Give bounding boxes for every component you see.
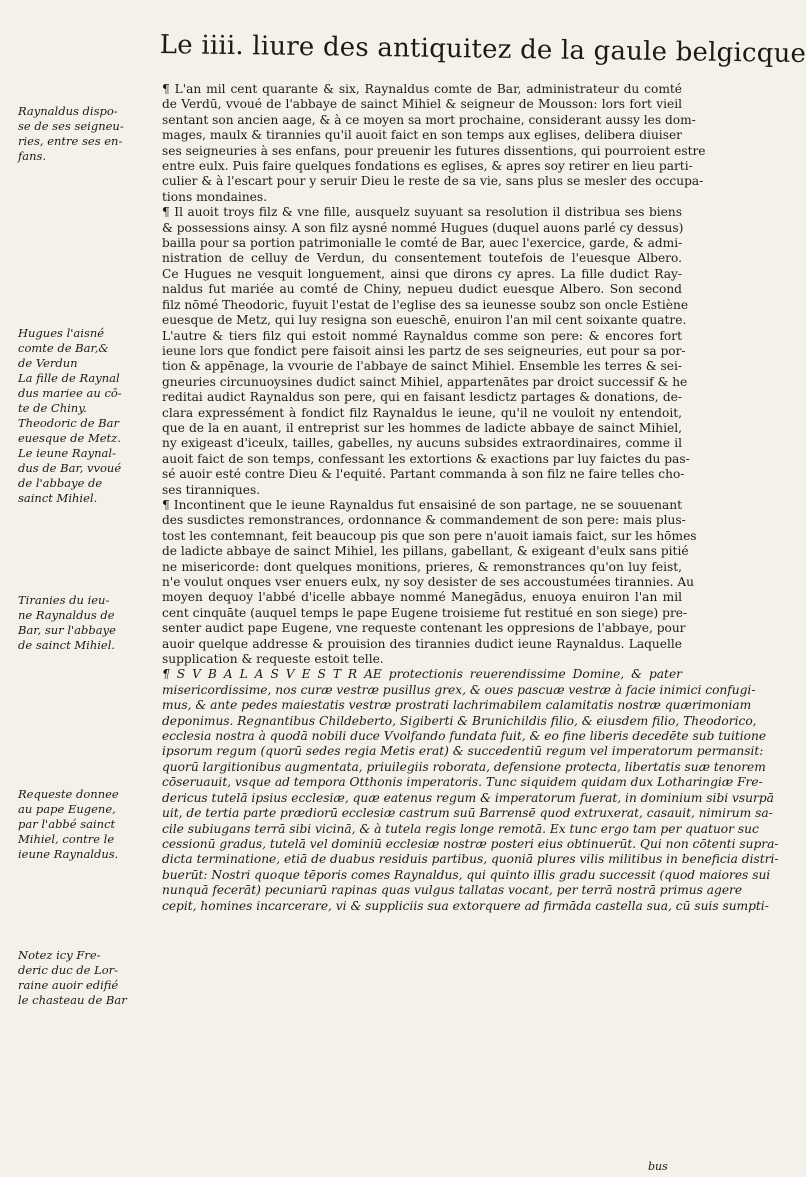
text-line: L'autre & tiers filz qui estoit nommé Raynaldus comme son pere: & encores fort xyxy=(162,328,682,343)
text-line: culier & à l'escart pour y seruir Dieu le reste de sa vie, sans plus se mesler des occupa- xyxy=(162,174,704,189)
text-line: des susdictes remonstrances, ordonnance & commandement de son pere: mais plus- xyxy=(162,513,686,528)
margin-note xyxy=(18,593,158,653)
margin-note-line: de Verdun xyxy=(18,356,78,370)
margin-note xyxy=(18,787,158,862)
paragraph xyxy=(162,497,697,667)
text-line: deponimus. Regnantibus Childeberto, Sigiberti & Brunichildis filio, & eiusdem filio, Theodorico, xyxy=(162,713,757,728)
margin-note xyxy=(18,104,158,164)
main-text-column xyxy=(162,82,779,914)
margin-note-line: euesque de Metz. xyxy=(18,431,121,445)
margin-note xyxy=(18,326,158,506)
text-line: cent cinquāte (auquel temps le pape Eugene troisieme fut restitué en son siege) pre- xyxy=(162,605,688,620)
text-line: mages, maulx & tirannies qu'il auoit faict en son temps aux eglises, delibera diuiser xyxy=(162,128,682,143)
text-line: tion & appēnage, la vvourie de l'abbaye de sainct Mihiel. Ensemble les terres & sei- xyxy=(162,359,682,374)
margin-note-line: de l'abbaye de xyxy=(18,476,103,490)
margin-note-line: raine auoir edifié xyxy=(18,978,119,992)
text-line: naldus fut mariée au comté de Chiny, nepueu dudict euesque Albero. Son second xyxy=(162,282,682,297)
text-line: reditai audict Raynaldus son pere, qui en faisant lesdictz partages & donations, de- xyxy=(162,390,682,405)
text-line: dericus tutelā ipsius ecclesiæ, quæ eatenus regum & imperatorum fuerat, in dominium sibi vsurpā xyxy=(162,790,774,805)
text-line: senter audict pape Eugene, vne requeste contenant les oppresions de l'abbaye, pour xyxy=(162,621,686,636)
margin-note-line: au pape Eugene, xyxy=(18,802,116,816)
margin-note xyxy=(18,948,158,1008)
text-line: euesque de Metz, qui luy resigna son eueschē, enuiron l'an mil cent soixante quatre. xyxy=(162,313,687,328)
text-line: tost les contemnant, feit beaucoup pis que son pere n'auoit iamais faict, sur les hōmes xyxy=(162,528,697,543)
text-line: auoir quelque addresse & prouision des tirannies dudict ieune Raynaldus. Laquelle xyxy=(162,636,682,651)
margin-note-line: dus mariee au cō- xyxy=(18,386,122,400)
text-line: tions mondaines. xyxy=(162,189,268,204)
text-line: cessionū gradus, tutelā vel dominiū ecclesiæ nostræ posteri eius obtinuerūt. Qui non cōtenti supra- xyxy=(162,836,779,851)
margin-note-line: deric duc de Lor- xyxy=(18,963,119,977)
margin-note-line: ne Raynaldus de xyxy=(18,608,115,622)
text-line: cile subiugans terrā sibi vicinā, & à tutela regis longe remotā. Ex tunc ergo tam per quatuor suc xyxy=(162,821,759,836)
text-line: ipsorum regum (quorū sedes regia Metis erat) & succedentiū regum vel imperatorum permansit: xyxy=(162,744,764,759)
text-line: cōseruauit, vsque ad tempora Otthonis imperatoris. Tunc siquidem quidam dux Lotharingiæ Fre- xyxy=(162,775,763,790)
text-line: ne misericorde: dont quelques monitions, prieres, & remonstrances qu'on luy feist, xyxy=(162,559,682,574)
margin-note-line: Le ieune Raynal- xyxy=(18,446,116,460)
text-line: ieune lors que fondict pere faisoit ainsi les partz de ses seigneuries, eut pour sa por- xyxy=(162,343,686,358)
text-line: de Verdū, vvoué de l'abbaye de sainct Mihiel & seigneur de Mousson: lors fort vieil xyxy=(162,97,682,112)
text-line: cepit, homines incarcerare, vi & suppliciis sua extorquere ad firmāda castella sua, cū suis sumpti- xyxy=(162,898,769,913)
text-line: gneuries circunuoysines dudict sainct Mihiel, appartenātes par droict successif & he xyxy=(162,374,688,389)
text-line: dicta terminatione, etiā de duabus residuis partibus, quoniā plures vilis militibus in beneficia distri- xyxy=(162,852,779,867)
text-line: auoit faict de son temps, confessant les extortions & exactions par luy faictes du pas- xyxy=(162,451,690,466)
text-line: supplication & requeste estoit telle. xyxy=(162,652,384,667)
text-line: ses seigneuries à ses enfans, pour preuenir les futures dissentions, qui pourroient estre xyxy=(162,143,706,158)
text-line: mus, & ante pedes maiestatis vestræ prostrati lachrimabilem calamitatis nostræ quærimoniam xyxy=(162,698,752,713)
text-line: ¶ L'an mil cent quarante & six, Raynaldus comte de Bar, administrateur du comté xyxy=(162,82,682,96)
text-line: & possessions ainsy. A son filz aysné nommé Hugues (duquel auons parlé cy dessus) xyxy=(162,220,684,235)
paragraph xyxy=(162,205,690,498)
margin-note-line: se de ses seigneu- xyxy=(18,119,124,133)
margin-note-line: Hugues l'aisné xyxy=(18,326,105,340)
margin-note-line: par l'abbé sainct xyxy=(18,817,116,831)
text-line: filz nōmé Theodoric, fuyuit l'estat de l'eglise des sa ieunesse soubz son oncle Estiène xyxy=(162,297,689,312)
text-line: entre eulx. Puis faire quelques fondations es eglises, & apres soy retirer en lieu parti- xyxy=(162,159,693,174)
margin-note-line: Tiranies du ieu- xyxy=(18,593,110,607)
catchword: bus xyxy=(648,1160,668,1173)
text-line: ses tiranniques. xyxy=(162,482,261,497)
margin-note-line: dus de Bar, vvoué xyxy=(18,461,122,475)
margin-note-line: Raynaldus dispo- xyxy=(18,104,118,118)
margin-note-line: Theodoric de Bar xyxy=(18,416,119,430)
margin-note-line: de sainct Mihiel. xyxy=(18,638,116,652)
text-line: moyen dequoy l'abbé d'icelle abbaye nommé Manegādus, enuoya enuiron l'an mil xyxy=(162,590,682,605)
margin-note-line: sainct Mihiel. xyxy=(18,491,98,505)
margin-note-line: La fille de Raynal xyxy=(18,371,120,385)
text-line: clara expressément à fondict filz Raynaldus le ieune, qu'il ne vouloit ny entendoit, xyxy=(162,405,682,420)
text-line: ny exigeast d'iceulx, tailles, gabelles, ny aucuns subsides extraordinaires, comme il xyxy=(162,436,682,451)
text-line: nunquā fecerāt) pecuniarū rapinas quas vulgus tallatas vocant, per terrā nostrā primus agere xyxy=(162,883,743,898)
text-line: buerūt: Nostri quoque tēporis comes Raynaldus, qui quinto illis gradu successit (quod maiores sui xyxy=(162,867,771,882)
text-line: de ladicte abbaye de sainct Mihiel, les pillans, gabellant, & exigeant d'eulx sans pitié xyxy=(162,544,689,559)
text-line: uit, de tertia parte prædiorū ecclesiæ castrum suū Barrensē quod extruxerat, casauit, nimirum sa- xyxy=(162,806,773,821)
text-line: n'e voulut onques vser enuers eulx, ny soy desister de ses accoustumées tirannies. Au xyxy=(162,575,695,589)
text-line: quorū largitionibus augmentata, priuilegiis roborata, defensione protecta, libertatis suæ tenorem xyxy=(162,759,766,774)
paragraph xyxy=(162,667,779,914)
margin-note-line: le chasteau de Bar xyxy=(18,993,127,1007)
margin-note-line: Bar, sur l'abbaye xyxy=(18,623,116,637)
margin-note-line: Mihiel, contre le xyxy=(18,832,115,846)
text-line: misericordissime, nos curæ vestræ pusillus grex, & oues pascuæ vestræ à facie inimici confugi- xyxy=(162,682,756,697)
margin-note-line: comte de Bar,& xyxy=(18,341,109,355)
text-line: sentant son ancien aage, & à ce moyen sa mort prochaine, considerant aussy les dom- xyxy=(162,112,696,127)
text-line: Ce Hugues ne vesquit longuement, ainsi que dirons cy apres. La fille dudict Ray- xyxy=(162,266,682,281)
running-header: Le iiii. liure des antiquitez de la gaule belgicque xyxy=(159,30,806,70)
margin-note-line: ries, entre ses en- xyxy=(18,134,123,148)
text-line: ecclesia nostra à quodā nobili duce Vvolfando fundata fuit, & eo fine liberis decedēte sub tuitione xyxy=(162,729,767,744)
paragraph xyxy=(162,82,706,205)
text-line: bailla pour sa portion patrimonialle le comté de Bar, auec l'exercice, garde, & admi- xyxy=(162,236,683,251)
margin-note-line: fans. xyxy=(18,149,47,163)
text-line: nistration de celluy de Verdun, du consentement toutefois de l'euesque Albero. xyxy=(162,251,682,266)
margin-note-line: te de Chiny. xyxy=(18,401,87,415)
text-line: ¶ Il auoit troys filz & vne fille, ausquelz suyuant sa resolution il distribua ses biens xyxy=(162,205,682,220)
text-line: ¶ Incontinent que le ieune Raynaldus fut ensaisiné de son partage, ne se souuenant xyxy=(162,497,682,512)
margin-note-line: Requeste donnee xyxy=(18,787,119,801)
margin-note-line: Notez icy Fre- xyxy=(18,948,101,962)
text-line: sé auoir esté contre Dieu & l'equité. Partant commanda à son filz ne faire telles cho- xyxy=(162,467,685,482)
margin-note-line: ieune Raynaldus. xyxy=(18,847,119,861)
text-line: que de la en auant, il entreprist sur les hommes de ladicte abbaye de sainct Mihiel, xyxy=(162,420,682,435)
text-line: ¶ S V B A L A S V E S T R AE protectionis reuerendissime Domine, & pater xyxy=(162,667,682,682)
